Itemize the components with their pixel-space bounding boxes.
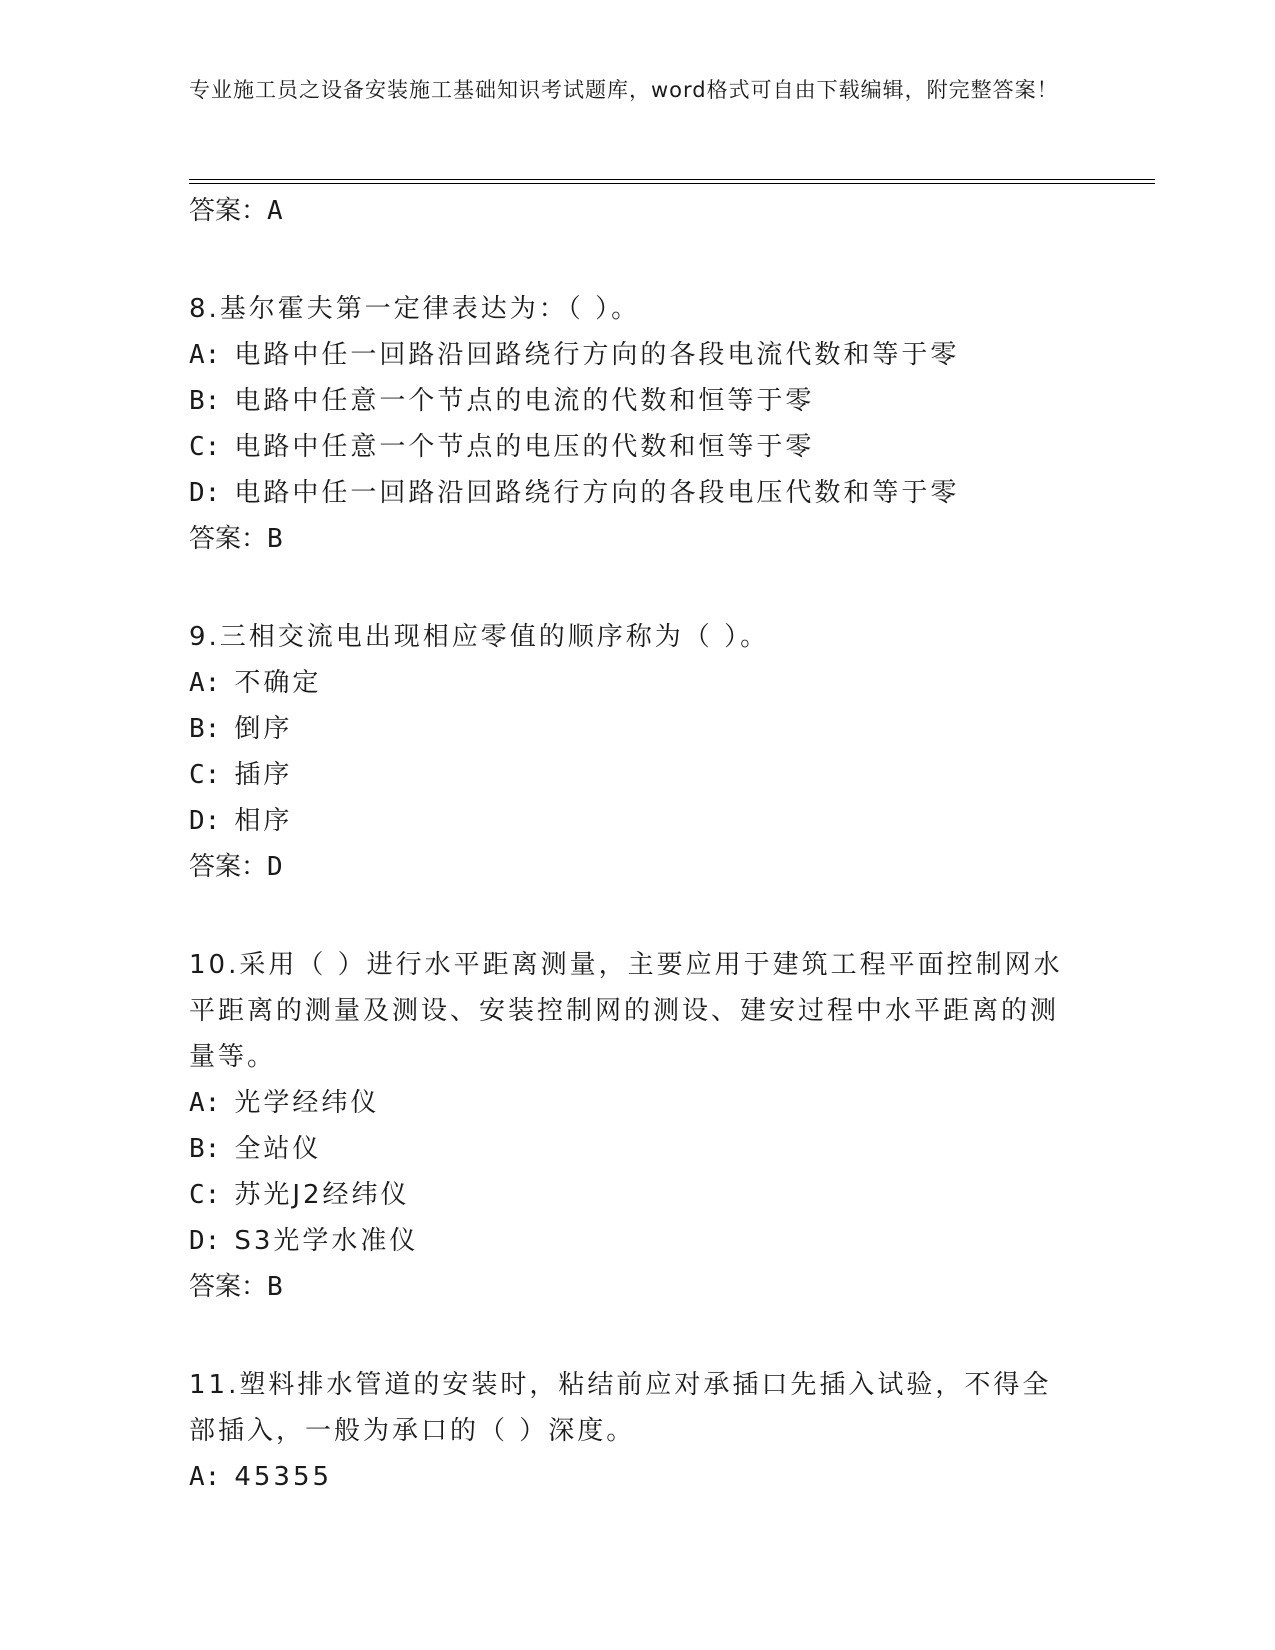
- option-letter: A:: [189, 1088, 221, 1118]
- answer-label: 答案：: [189, 196, 268, 226]
- option-text: 电路中任意一个节点的电流的代数和恒等于零: [234, 386, 815, 416]
- option-d: [189, 1218, 1089, 1264]
- option-letter: B:: [189, 386, 221, 416]
- question-block: [189, 614, 1089, 890]
- answer-value: A: [267, 196, 283, 226]
- option-text: 全站仪: [234, 1134, 322, 1164]
- option-letter: B:: [189, 714, 221, 744]
- spacer: [189, 1310, 1089, 1362]
- option-letter: C:: [189, 760, 221, 790]
- answer-label: 答案：: [189, 1272, 268, 1302]
- answer-value: B: [267, 1272, 283, 1302]
- answer-value: D: [267, 852, 283, 882]
- question-block: [189, 942, 1089, 1310]
- option-a: [189, 660, 1089, 706]
- question-text: 11.塑料排水管道的安装时，粘结前应对承插口先插入试验，不得全部插入，一般为承口的（ ）深度。: [189, 1370, 1052, 1446]
- option-text: 插序: [234, 760, 293, 790]
- header-divider-top: [189, 179, 1155, 180]
- option-text: 倒序: [234, 714, 293, 744]
- option-text: 45355: [234, 1462, 333, 1492]
- spacer: [189, 890, 1089, 942]
- question-text: 9.三相交流电出现相应零值的顺序称为（ ）。: [189, 622, 770, 652]
- option-letter: A:: [189, 340, 221, 370]
- option-c: [189, 424, 1089, 470]
- answer-line: [189, 1264, 1089, 1310]
- option-text: 电路中任意一个节点的电压的代数和恒等于零: [234, 432, 815, 462]
- option-a: [189, 332, 1089, 378]
- option-c: [189, 752, 1089, 798]
- option-text: 光学经纬仪: [234, 1088, 380, 1118]
- option-d: [189, 470, 1089, 516]
- answer-label: 答案：: [189, 524, 268, 554]
- option-letter: D:: [189, 806, 221, 836]
- option-a: [189, 1454, 1089, 1500]
- document-header: 专业施工员之设备安装施工基础知识考试题库，word格式可自由下载编辑，附完整答案！: [189, 78, 1059, 102]
- option-b: [189, 1126, 1089, 1172]
- option-text: 苏光J2经纬仪: [234, 1180, 410, 1210]
- option-text: 相序: [234, 806, 293, 836]
- option-d: [189, 798, 1089, 844]
- option-letter: C:: [189, 432, 221, 462]
- header-divider-bottom: [189, 183, 1155, 184]
- option-letter: D:: [189, 478, 221, 508]
- option-letter: B:: [189, 1134, 221, 1164]
- option-b: [189, 378, 1089, 424]
- option-letter: A:: [189, 1462, 221, 1492]
- question-list: [189, 188, 1089, 1500]
- answer-line: [189, 188, 1089, 234]
- answer-line: [189, 516, 1089, 562]
- option-b: [189, 706, 1089, 752]
- question-text: 8.基尔霍夫第一定律表达为：（ ）。: [189, 294, 641, 324]
- option-a: [189, 1080, 1089, 1126]
- option-text: 不确定: [234, 668, 322, 698]
- option-text: 电路中任一回路沿回路绕行方向的各段电流代数和等于零: [234, 340, 960, 370]
- spacer: [189, 562, 1089, 614]
- option-text: S3光学水准仪: [234, 1226, 419, 1256]
- question-block: [189, 1362, 1089, 1500]
- option-text: 电路中任一回路沿回路绕行方向的各段电压代数和等于零: [234, 478, 960, 508]
- answer-label: 答案：: [189, 852, 268, 882]
- option-letter: A:: [189, 668, 221, 698]
- question-block: [189, 286, 1089, 562]
- question-text: 10.采用（ ）进行水平距离测量，主要应用于建筑工程平面控制网水平距离的测量及测设、安装控制网的测设、建安过程中水平距离的测量等。: [189, 950, 1063, 1072]
- answer-value: B: [267, 524, 283, 554]
- spacer: [189, 234, 1089, 286]
- option-letter: D:: [189, 1226, 221, 1256]
- option-letter: C:: [189, 1180, 221, 1210]
- option-c: [189, 1172, 1089, 1218]
- answer-line: [189, 844, 1089, 890]
